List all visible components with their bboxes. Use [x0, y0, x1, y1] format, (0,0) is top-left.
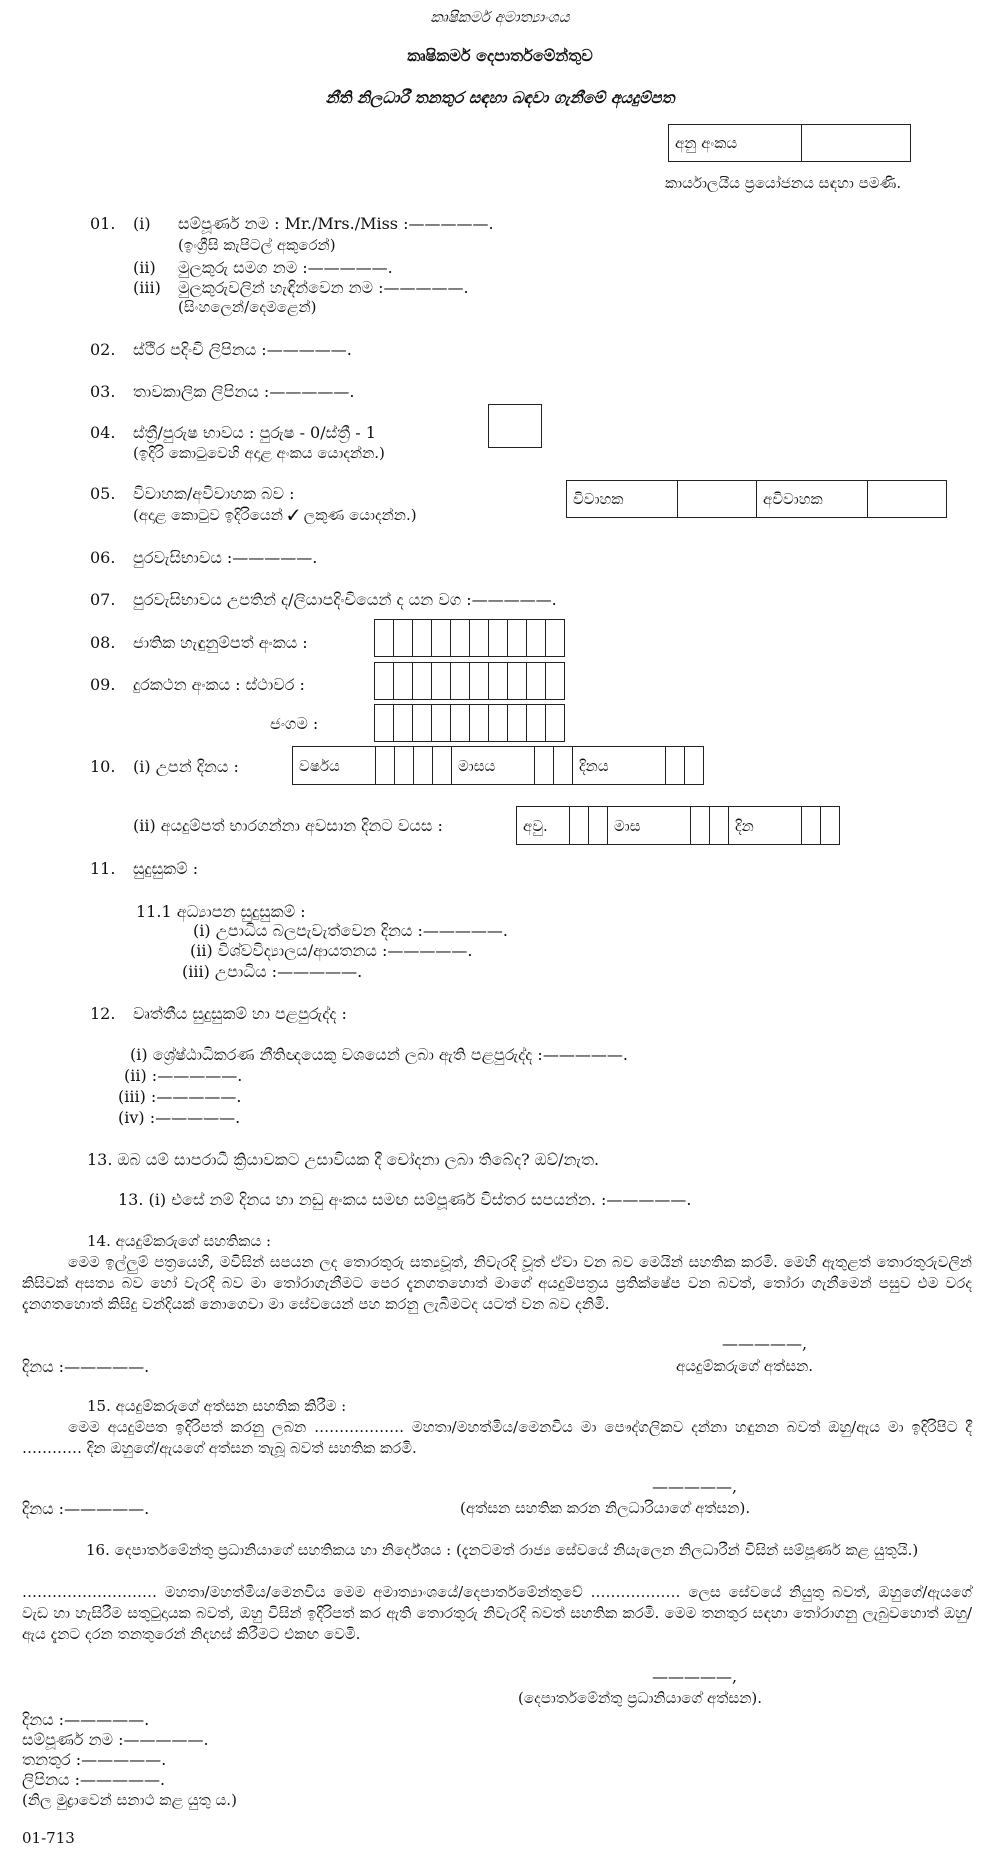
q05-number: 05. — [90, 484, 116, 503]
q07-citizenship-type-field[interactable]: පුරවැසිභාවය උපතින් ද/ලියාපදිංචියෙන් ද යන වග :—————. — [133, 590, 557, 609]
q11-qualifications-label: සුදුසුකම් : — [133, 859, 199, 878]
age-months-label: මාස — [608, 807, 691, 845]
q01-i-number: (i) — [133, 214, 151, 233]
q16-signature-line: —————, — [652, 1667, 738, 1686]
married-label: විවාහක — [567, 481, 678, 518]
q16-title: 16. දෙපාර්තමේන්තු ප්‍රධානියාගේ සහතිකය හා නිර්දේශය : (දැනටමත් රාජ්‍ය සේවයේ නියැලෙන නිලධාරීන් විසින් සම්පූර්ණ කළ යුතුයි.) — [86, 1541, 919, 1559]
unmarried-checkbox[interactable] — [868, 481, 947, 518]
q12-ii-field[interactable]: (ii) :—————. — [124, 1066, 243, 1085]
unmarried-label: අවිවාහක — [757, 481, 868, 518]
q16-recommendation-text: ……………………… මහතා/මහත්මිය/මෙනවිය මෙම අමාත්‍යාංශයේ/දෙපාර්තමේන්තුවේ ……………… ලෙස සේවයේ නියුතු බවත්, ඔහුගේ/ඇයගේ වැඩ හා හැසිරීම සතුටුදායක බවත්, ඔහු විසින් ඉදිරිපත් කර ඇති තොරතුරු නිවැරදි බවත් සහතික කරමි. මෙම තනතුර සඳහා තෝරාගනු ලැබුවහොත් ඔහු/ඇය දැනට දරන තනතුරෙන් නිදහස් කිරීමට එකඟ වෙමි. — [22, 1583, 972, 1643]
q04-gender-label: ස්ත්‍රී/පුරුෂ භාවය : පුරුෂ - 0/ස්ත්‍රී - 1 — [133, 423, 376, 442]
serial-label: අනු අංකය — [669, 125, 802, 162]
q14-signature-label: අයදුම්කරුගේ අත්සන. — [676, 1357, 814, 1375]
q12-number: 12. — [90, 1004, 116, 1023]
q08-number: 08. — [90, 633, 116, 652]
q03-temporary-address-field[interactable]: තාවකාලික ලිපිනය :—————. — [133, 382, 355, 401]
q14-date-field[interactable]: දිනය :—————. — [22, 1357, 150, 1376]
q04-note: (ඉදිරි කොටුවෙහි අදාළ අංකය යොදන්න.) — [133, 444, 385, 462]
q01-number: 01. — [90, 214, 116, 233]
birth-month-box[interactable] — [535, 747, 554, 785]
q09-landline-label: දුරකථන අංකය : ස්ථාවර : — [133, 675, 305, 694]
serial-number-box — [668, 124, 911, 162]
q16-seal-note: (නිල මුද්‍රාවෙන් සනාථ කළ යුතු ය.) — [22, 1791, 237, 1809]
q01-iii-note: (සිංහලෙන්/දෙමළෙන්) — [178, 298, 317, 316]
q04-gender-box[interactable] — [488, 404, 542, 448]
age-months-box[interactable] — [710, 807, 729, 845]
q14-title: 14. අයදුම්කරුගේ සහතිකය : — [87, 1232, 272, 1250]
q12-experience-field[interactable]: (i) ශ්‍රේෂ්ඨාධිකරණ නීතිඥයෙකු වශයෙන් ලබා ඇති පළපුරුද්ද :—————. — [130, 1045, 628, 1064]
department-heading: කෘෂිකර්ම දෙපාර්තමේන්තුව — [407, 46, 593, 65]
ministry-heading: කෘෂිකර්ම අමාත්‍යාංශය — [430, 8, 570, 26]
serial-value[interactable] — [802, 125, 911, 162]
birth-year-box[interactable] — [376, 747, 395, 785]
q09-mobile-boxes[interactable] — [374, 704, 565, 742]
footer-code: 01-713 — [22, 1829, 75, 1847]
q16-address-field[interactable]: ලිපිනය :—————. — [22, 1770, 166, 1789]
q13-criminal-question[interactable]: 13. ඔබ යම් සාපරාධී ක්‍රියාවකට උසාවියක දී චෝදනා ලබා තිබේද? ඔව්/නැත. — [87, 1150, 600, 1169]
q09-landline-boxes[interactable] — [374, 662, 565, 700]
married-checkbox[interactable] — [678, 481, 757, 518]
q09-number: 09. — [90, 675, 116, 694]
q11-university-field[interactable]: (ii) විශ්වවිද්‍යාලය/ආයතනය :—————. — [190, 941, 473, 960]
q02-permanent-address-field[interactable]: ස්ථිර පදිංචි ලිපිනය :—————. — [133, 340, 352, 359]
office-use-note: කාර්යාලයීය ප්‍රයෝජනය සඳහා පමණි. — [665, 174, 902, 192]
birth-day-label: දිනය — [573, 747, 666, 785]
q13-details-field[interactable]: 13. (i) එසේ නම් දිනය හා නඩු අංකය සමඟ සම්පූර්ණ විස්තර සපයන්න. :—————. — [118, 1190, 692, 1209]
age-years-label: අවු. — [517, 807, 570, 845]
q01-name-with-initials-field[interactable]: මුලකුරු සමග නම :—————. — [178, 258, 393, 277]
q10-birth-date-label: (i) උපන් දිනය : — [133, 757, 239, 776]
q08-nic-label: ජාතික හැඳුනුම්පත් අංකය : — [133, 633, 308, 652]
q11-education-heading: 11.1 අධ්‍යාපන සුදුසුකම් : — [136, 902, 306, 921]
q02-number: 02. — [90, 340, 116, 359]
q09-mobile-label: ජංගම : — [270, 714, 319, 733]
q01-ii-number: (ii) — [133, 258, 156, 277]
birth-day-box[interactable] — [666, 747, 685, 785]
q15-title: 15. අයදුම්කරුගේ අත්සන සහතික කිරීම : — [87, 1397, 347, 1415]
q15-signature-line: —————, — [652, 1477, 738, 1496]
q10-birth-date-table — [292, 746, 704, 785]
q11-degree-date-field[interactable]: (i) උපාධිය බලපැවැත්වෙන දිනය :—————. — [193, 921, 508, 940]
age-months-box[interactable] — [691, 807, 710, 845]
q12-iv-field[interactable]: (iv) :—————. — [118, 1108, 241, 1127]
q04-number: 04. — [90, 423, 116, 442]
birth-month-label: මාසය — [452, 747, 535, 785]
q06-number: 06. — [90, 548, 116, 567]
q12-professional-label: වෘත්තීය සුදුසුකම් හා පළපුරුද්ද : — [133, 1004, 347, 1023]
q11-degree-field[interactable]: (iii) උපාධිය :—————. — [182, 962, 363, 981]
birth-year-box[interactable] — [414, 747, 433, 785]
q01-full-name-field[interactable]: සම්පූර්ණ නම : Mr./Mrs./Miss :—————. — [178, 214, 494, 233]
birth-year-label: වර්ෂය — [293, 747, 376, 785]
q06-citizenship-field[interactable]: පුරවැසිභාවය :—————. — [133, 548, 318, 567]
form-title: නීති නිලධාරී තනතුර සඳහා බඳවා ගැනීමේ අයදුම්පත — [325, 88, 675, 107]
q01-known-name-field[interactable]: මුලකුරුවලින් හැඳින්වෙන නම :—————. — [178, 278, 469, 297]
q14-signature-line: —————, — [722, 1334, 808, 1353]
q11-number: 11. — [90, 859, 116, 878]
q05-marital-table — [566, 480, 947, 518]
age-days-label: දින — [729, 807, 802, 845]
q05-marital-label: විවාහක/අවිවාහක බව : — [133, 484, 295, 503]
q16-designation-field[interactable]: තනතුර :—————. — [22, 1750, 167, 1769]
birth-year-box[interactable] — [433, 747, 452, 785]
q01-iii-number: (iii) — [133, 278, 161, 297]
q03-number: 03. — [90, 382, 116, 401]
age-days-box[interactable] — [821, 807, 840, 845]
age-days-box[interactable] — [802, 807, 821, 845]
q01-i-note: (ඉංග්‍රීසි කැපිටල් අකුරෙන්) — [178, 236, 336, 254]
q10-number: 10. — [90, 757, 116, 776]
q10-age-label: (ii) අයදුම්පත් භාරගන්නා අවසාන දිනට වයස : — [133, 816, 443, 835]
age-years-box[interactable] — [589, 807, 608, 845]
q16-date-field[interactable]: දිනය :—————. — [22, 1710, 150, 1729]
q15-date-field[interactable]: දිනය :—————. — [22, 1499, 150, 1518]
birth-month-box[interactable] — [554, 747, 573, 785]
q16-signature-label: (දෙපාර්තමේන්තු ප්‍රධානියාගේ අත්සන). — [518, 1689, 763, 1707]
q15-signature-label: (අත්සන සහතික කරන නිලධාරියාගේ අත්සන). — [460, 1499, 751, 1517]
q05-note: (අදාළ කොටුව ඉදිරියෙන් ✓ ලකුණ යොදන්න.) — [133, 506, 417, 524]
age-years-box[interactable] — [570, 807, 589, 845]
birth-day-box[interactable] — [685, 747, 704, 785]
q14-declaration-text: මෙම ඉල්ලුම් පත්‍රයෙහි, මවිසින් සපයන ලද තොරතුරු සත්‍යවූත්, නිවැරදි වූත් ඒවා වන බව මෙයින් සහතික කරමි. මෙහි ඇතුළත් තොරතුරුවලින් කිසිවක් අසත්‍ය බව හෝ වැරදි බව මා තෝරාගැනීමට පෙර දැනගතහොත් මාගේ අයදුම්පත්‍රය ප්‍රතික්ෂේප වන බවත්, තෝරා ගැනීමෙන් පසුව එම වරද දැනගතහොත් කිසිදු වන්දියක් නොගෙවා මා සේවයෙන් පහ කරනු ලැබීමටද යටත් වන බව දනිමි. — [22, 1253, 972, 1313]
q15-certification-text: මෙම අයදුම්පත ඉදිරිපත් කරනු ලබන ……………… මහතා/මහත්මිය/මෙනවිය මා පෞද්ගලිකව දන්නා හඳුනන බවත් ඔහු/ඇය මා ඉදිරිපිට දී ………… දින ඔහුගේ/ඇයගේ අත්සන තැබූ බවත් සහතික කරමි. — [22, 1418, 972, 1457]
q16-full-name-field[interactable]: සම්පූර්ණ නම :—————. — [22, 1730, 209, 1749]
q08-nic-boxes[interactable] — [374, 619, 565, 657]
q12-iii-field[interactable]: (iii) :—————. — [118, 1087, 242, 1106]
q07-number: 07. — [90, 590, 116, 609]
birth-year-box[interactable] — [395, 747, 414, 785]
q10-age-table — [516, 806, 840, 845]
